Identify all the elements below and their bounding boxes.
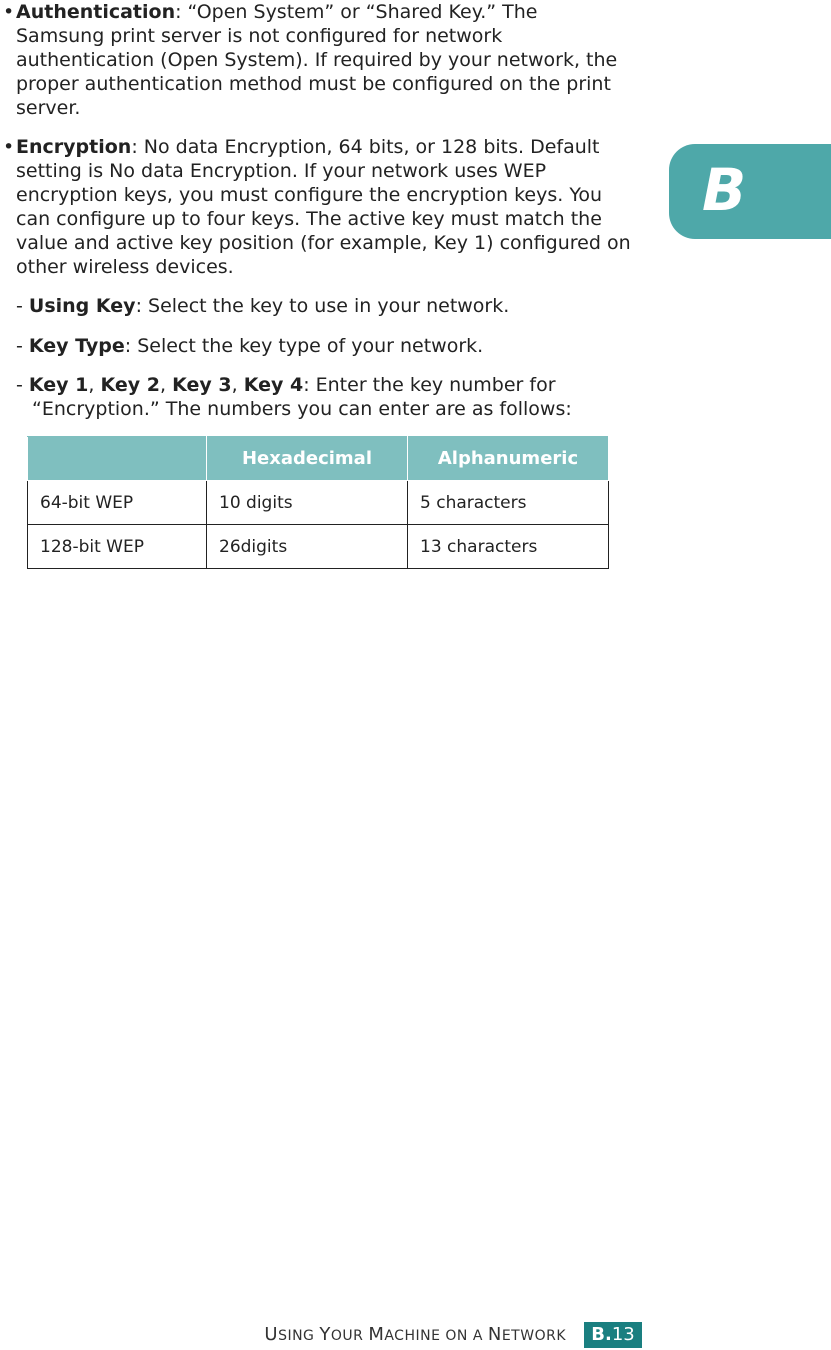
sub-item-keys: - Key 1, Key 2, Key 3, Key 4: Enter the key number for “Encryption.” The numbers you can enter are as follows: xyxy=(16,374,572,420)
keys-separator: , xyxy=(231,374,244,396)
footer-title-part: N xyxy=(487,1324,502,1345)
bullet-authentication xyxy=(3,0,631,120)
using-key-text: : Select the key to use in your network. xyxy=(135,295,510,317)
table-row xyxy=(28,481,609,525)
table-row xyxy=(28,525,609,569)
footer-title-part: SING xyxy=(278,1328,320,1344)
key1-term: Key 1 xyxy=(28,374,89,396)
key2-term: Key 2 xyxy=(100,374,160,396)
authentication-paragraph xyxy=(16,0,631,120)
footer-title-part: ETWORK xyxy=(501,1328,566,1344)
using-key-term: Using Key xyxy=(28,295,136,317)
key4-term: Key 4 xyxy=(243,374,304,396)
table-cell: 5 characters xyxy=(408,481,609,525)
table-header-cell: Alphanumeric xyxy=(408,437,609,481)
table-cell: 64-bit WEP xyxy=(28,481,207,525)
authentication-term: Authentication xyxy=(16,1,176,23)
chapter-letter: B xyxy=(702,156,747,224)
table-header-cell xyxy=(28,437,207,481)
bullet-encryption xyxy=(3,135,631,279)
keys-text: : Enter the key number for “Encryption.” The numbers you can enter are as follows: xyxy=(32,374,572,420)
table-cell: 13 characters xyxy=(408,525,609,569)
key-length-table xyxy=(27,436,609,569)
footer-title-part: U xyxy=(264,1324,279,1345)
bullet-dot: • xyxy=(3,1,15,23)
key-type-text: : Select the key type of your network. xyxy=(124,335,484,357)
footer-title-part: OUR xyxy=(330,1328,369,1344)
authentication-text: : “Open System” or “Shared Key.” The Samsung print server is not configured for network authentication (Open System). If required by your network, the proper authentication method must be configured on the print server. xyxy=(16,1,618,119)
page-number: 13 xyxy=(611,1324,635,1345)
bullet-dot: • xyxy=(3,136,15,158)
chapter-tab xyxy=(669,144,831,239)
page-number-box xyxy=(584,1322,642,1348)
encryption-text: : No data Encryption, 64 bits, or 128 bits. Default setting is No data Encryption. If your network uses WEP encryption keys, you must configure the encryption keys. You can configure up to four keys. The active key must match the value and active key position (for example, Key 1) configured on other wireless devices. xyxy=(16,136,631,278)
page-footer xyxy=(0,1318,831,1350)
table-cell: 128-bit WEP xyxy=(28,525,207,569)
encryption-paragraph xyxy=(16,135,631,279)
sub-item-using-key: - Using Key: Select the key to use in your network. xyxy=(16,295,510,317)
keys-separator: , xyxy=(160,374,173,396)
table-cell: 26digits xyxy=(207,525,408,569)
sub-item-key-type: - Key Type: Select the key type of your network. xyxy=(16,335,484,357)
footer-title-part: ACHINE ON A xyxy=(384,1328,488,1344)
key-type-term: Key Type xyxy=(28,335,125,357)
table-cell: 10 digits xyxy=(207,481,408,525)
table-header-row xyxy=(28,437,609,481)
footer-title xyxy=(264,1324,566,1345)
footer-title-part: Y xyxy=(319,1324,331,1345)
key3-term: Key 3 xyxy=(172,374,232,396)
table-header-cell: Hexadecimal xyxy=(207,437,408,481)
page-prefix: B. xyxy=(591,1324,612,1345)
encryption-term: Encryption xyxy=(16,136,132,158)
keys-separator: , xyxy=(88,374,101,396)
footer-title-part: M xyxy=(368,1324,385,1345)
